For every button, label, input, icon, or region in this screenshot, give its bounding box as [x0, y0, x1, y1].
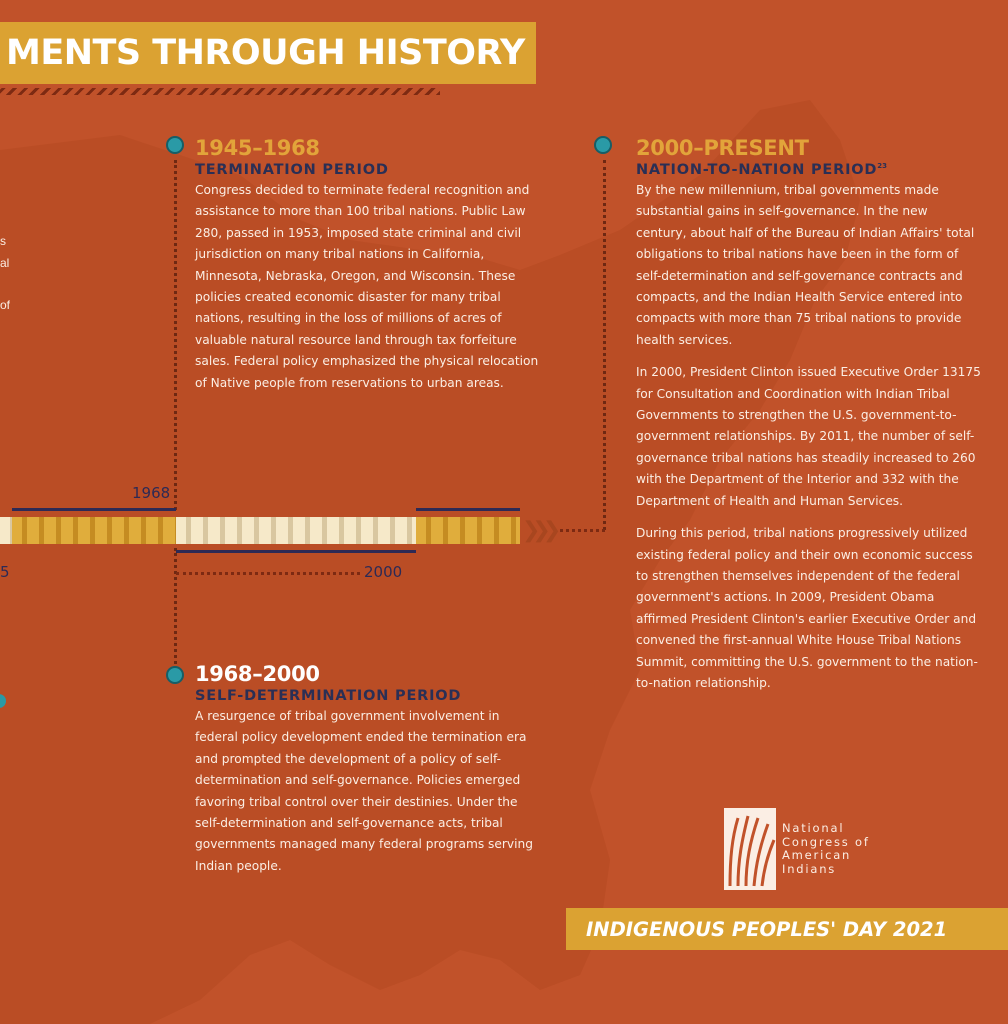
year-label-1968: 1968 [132, 484, 171, 502]
timeline-arrow-icon: ❯❯❯ [522, 518, 554, 543]
period-description [636, 180, 981, 694]
period-name: SELF-DETERMINATION PERIOD [195, 688, 462, 704]
period-termination [195, 136, 545, 405]
period-description [195, 180, 545, 394]
logo-wordmark [782, 822, 870, 876]
period-range: 1945–1968 [195, 136, 320, 160]
paragraph: By the new millennium, tribal governments made substantial gains in self-governance. In the new century, about half of the Bureau of Indian Affairs' total obligations to tribal nations have been in the form of self-determination and self-governance contracts and compacts, and the Indian Health Service entered into compacts with more than 75 tribal nations to provide health services. [636, 183, 975, 347]
timeline-bracket-termination [12, 508, 176, 511]
paragraph: A resurgence of tribal government involvement in federal policy development ended the termination era and prompted the development of a policy of self-determination and self-governance. Policies emerged favoring tribal control over their destinies. Under the self-determination and self-governance acts, tribal governments managed many federal programs serving Indian people. [195, 709, 533, 873]
period-range: 1968–2000 [195, 662, 320, 686]
connector-line-1968 [174, 548, 177, 664]
timeline-dot-1945 [166, 136, 184, 154]
connector-line-2000-horizontal [560, 529, 605, 532]
year-label-2000: 2000 [364, 563, 403, 581]
period-name [636, 162, 981, 178]
period-nation-to-nation [636, 136, 981, 705]
period-name-text: NATION-TO-NATION PERIOD [636, 162, 878, 178]
logo-line: Congress of [782, 834, 870, 849]
connector-line-1945 [174, 160, 177, 510]
page-title: MENTS THROUGH HISTORY [6, 33, 525, 73]
title-stripe-decoration [0, 88, 440, 95]
paragraph: Congress decided to terminate federal recognition and assistance to more than 100 tribal nations. Public Law 280, passed in 1953, imposed state criminal and civil jurisdiction on many tribal nations in California, Minnesota, Nebraska, Oregon, and Wisconsin. These policies created economic disaster for many tribal nations, resulting in the loss of millions of acres of valuable natural resource land through tax forfeiture sales. Federal policy emphasized the physical relocation of Native people from reservations to urban areas. [195, 183, 539, 390]
headdress-icon [724, 808, 776, 890]
timeline-bracket-self-determination [176, 550, 416, 553]
footer-banner [566, 908, 1008, 950]
timeline-bracket-present [416, 508, 520, 511]
timeline-dot-1968 [166, 666, 184, 684]
period-range: 2000–PRESENT [636, 136, 809, 160]
period-name: TERMINATION PERIOD [195, 162, 389, 178]
year-label-partial: 5 [0, 563, 10, 581]
timeline-dotted-2000 [176, 572, 360, 575]
timeline-segment-early [0, 517, 12, 544]
paragraph: In 2000, President Clinton issued Executive Order 13175 for Consultation and Coordination with Indian Tribal Governments to strengthen the U.S. government-to-government relationships. By 2011, the number of self-governance tribal nations has steadily increased to 260 with the Department of the Interior and 332 with the Department of Health and Human Services. [636, 365, 981, 508]
fragment-text: al [0, 256, 10, 270]
paragraph: During this period, tribal nations progressively utilized existing federal policy and their own economic success to strengthen themselves independent of the federal government's actions. In 2009, President Obama affirmed President Clinton's earlier Executive Order and convened the first-annual White House Tribal Nations Summit, committing the U.S. government to the nation-to-nation relationship. [636, 526, 978, 690]
logo-line: Indians [782, 861, 837, 876]
timeline-segment-self-determination [176, 517, 416, 544]
timeline-dot-2000 [594, 136, 612, 154]
period-description [195, 706, 545, 877]
ncai-logo [724, 808, 870, 890]
period-self-determination [195, 662, 545, 888]
timeline-segment-termination [12, 517, 176, 544]
logo-line: American [782, 848, 852, 862]
fragment-text: of [0, 298, 11, 312]
footnote-marker: 23 [877, 162, 888, 171]
timeline-segment-present [416, 517, 520, 544]
fragment-text: s [0, 234, 6, 248]
connector-line-2000 [603, 160, 606, 530]
logo-line: National [782, 821, 845, 835]
footer-title: INDIGENOUS PEOPLES' DAY 2021 [586, 917, 948, 941]
header-banner [0, 22, 536, 84]
